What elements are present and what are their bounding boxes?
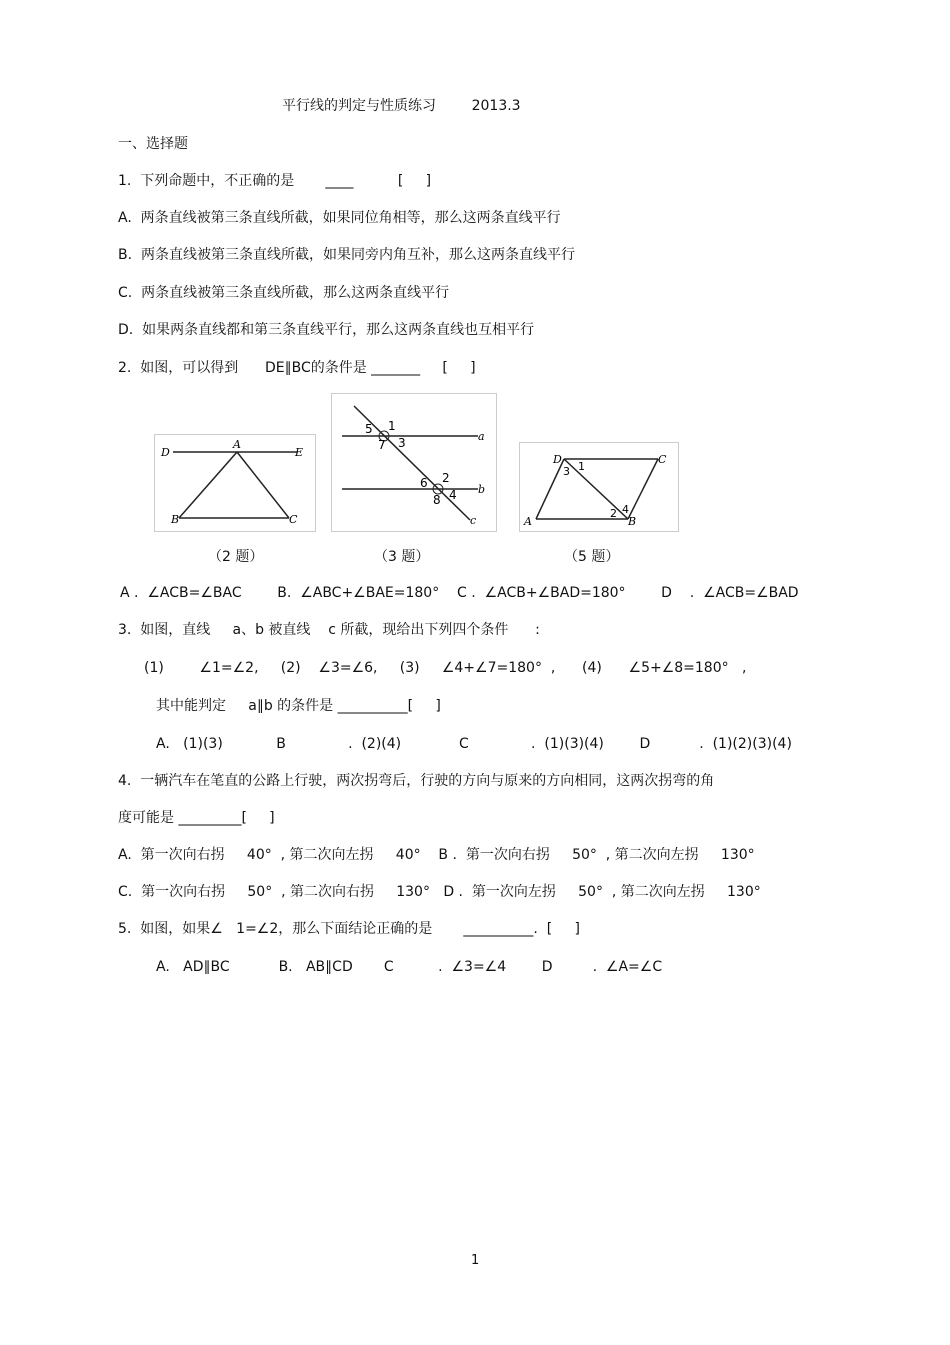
question-4-options-cd: C. 第一次向右拐 50° , 第二次向右拐 130° D . 第一次向左拐 50° , 第二次向左拐 130° xyxy=(118,884,761,900)
figure-2-diagram xyxy=(155,435,315,531)
question-3-conditions: (1) ∠1=∠2, (2) ∠3=∠6, (3) ∠4+∠7=180° , (4) ∠5+∠8=180° , xyxy=(144,660,747,676)
question-3-prompt: 其中能判定 a∥b 的条件是 __________[ ] xyxy=(156,698,441,714)
figure-2 xyxy=(154,434,316,532)
question-3-stem: 3. 如图，直线 a、b 被直线 c 所截，现给出下列四个条件 : xyxy=(118,622,540,638)
figure-5 xyxy=(519,442,679,532)
fig2-label-a: A xyxy=(233,438,241,451)
fig3-label-3: 3 xyxy=(398,436,406,450)
question-4-stem: 4. 一辆汽车在笔直的公路上行驶，两次拐弯后，行驶的方向与原来的方向相同，这两次拐弯的角 xyxy=(118,773,715,789)
question-3-options: A. (1)(3) B . (2)(4) C . (1)(3)(4) D . (1)(2)(3)(4) xyxy=(156,736,792,752)
fig5-label-2: 2 xyxy=(610,507,617,520)
fig5-label-4: 4 xyxy=(622,503,629,516)
fig5-label-c: C xyxy=(658,453,667,466)
fig3-label-a: a xyxy=(478,430,485,443)
figure-3-diagram xyxy=(332,394,496,531)
fig2-label-d: D xyxy=(161,446,170,459)
question-1-option-d: D. 如果两条直线都和第三条直线平行，那么这两条直线也互相平行 xyxy=(118,322,535,338)
fig2-label-c: C xyxy=(289,513,298,526)
question-4-options-ab: A. 第一次向右拐 40° , 第二次向左拐 40° B . 第一次向右拐 50° , 第二次向左拐 130° xyxy=(118,847,755,863)
page-number: 1 xyxy=(471,1253,480,1268)
fig3-label-1: 1 xyxy=(388,419,396,433)
fig5-label-1: 1 xyxy=(578,460,585,473)
fig2-label-b: B xyxy=(171,513,180,526)
fig3-label-b: b xyxy=(478,483,486,496)
figure-5-diagram xyxy=(520,443,678,531)
question-2-options: A . ∠ACB=∠BAC B. ∠ABC+∠BAE=180° C . ∠ACB+∠BAD=180° D . ∠ACB=∠BAD xyxy=(120,585,799,601)
fig3-label-5: 5 xyxy=(365,422,373,436)
fig3-label-2: 2 xyxy=(442,471,450,485)
figure-5-caption: （5 题） xyxy=(564,549,620,565)
figure-3-caption: （3 题） xyxy=(374,549,430,565)
fig3-label-c: c xyxy=(470,514,477,527)
question-1-stem: 1. 下列命题中，不正确的是 ____ [ ] xyxy=(118,173,432,189)
fig3-label-6: 6 xyxy=(420,476,428,490)
fig3-label-7: 7 xyxy=(378,438,386,452)
page-title: 平行线的判定与性质练习 2013.3 xyxy=(282,98,521,114)
figure-2-caption: （2 题） xyxy=(208,549,264,565)
fig5-label-a: A xyxy=(524,515,532,528)
question-1-option-b: B. 两条直线被第三条直线所截，如果同旁内角互补，那么这两条直线平行 xyxy=(118,247,575,263)
fig5-label-d: D xyxy=(553,453,562,466)
fig3-label-8: 8 xyxy=(433,493,441,507)
question-1-option-c: C. 两条直线被第三条直线所截，那么这两条直线平行 xyxy=(118,285,450,301)
fig3-label-4: 4 xyxy=(449,488,457,502)
fig2-label-e: E xyxy=(295,446,304,459)
fig5-label-3: 3 xyxy=(563,465,570,478)
question-1-option-a: A. 两条直线被第三条直线所截，如果同位角相等，那么这两条直线平行 xyxy=(118,210,561,226)
fig5-label-b: B xyxy=(628,515,637,528)
figure-3 xyxy=(331,393,497,532)
question-4-stem-continued: 度可能是 _________[ ] xyxy=(118,810,275,826)
question-2-stem: 2. 如图，可以得到 DE∥BC的条件是 _______ [ ] xyxy=(118,360,476,376)
question-5-options: A. AD∥BC B. AB∥CD C . ∠3=∠4 D . ∠A=∠C xyxy=(156,959,663,975)
question-5-stem: 5. 如图，如果∠ 1=∠2，那么下面结论正确的是 __________. [ ] xyxy=(118,921,580,937)
section-heading: 一、选择题 xyxy=(118,136,188,152)
